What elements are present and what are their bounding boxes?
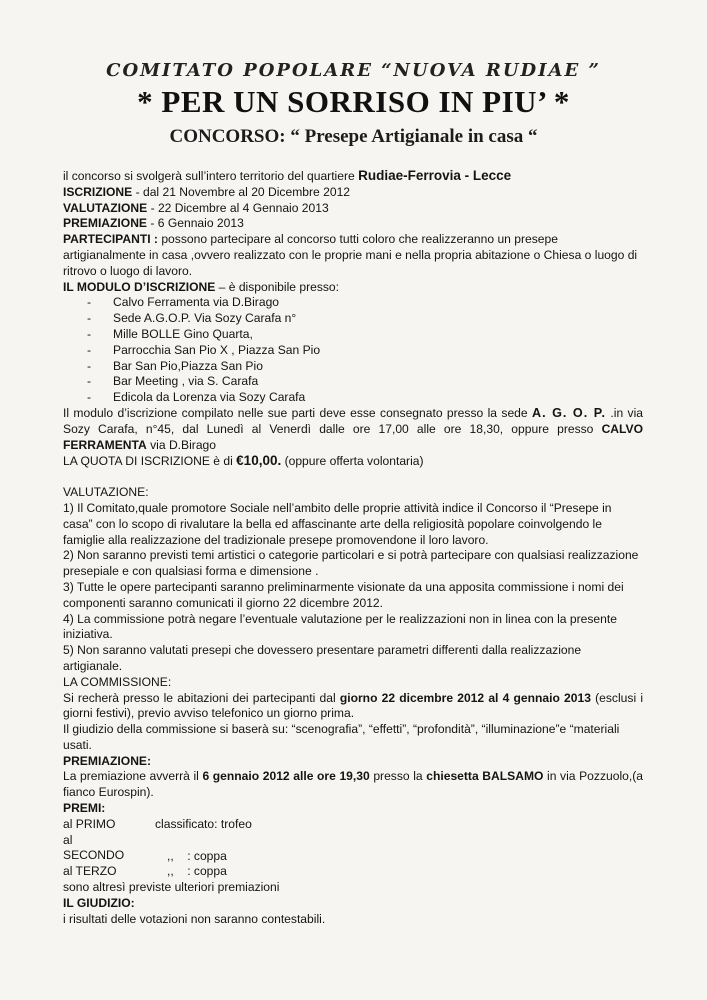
prize-position: al PRIMO xyxy=(63,816,116,831)
premiazione-text: - 6 Gennaio 2013 xyxy=(147,216,244,231)
premiazione-text-b: presso la xyxy=(369,769,427,784)
list-item: - Calvo Ferramenta via D.Birago xyxy=(87,295,280,310)
list-item xyxy=(63,833,643,865)
modulo-heading xyxy=(63,280,643,296)
partecipanti-label: PARTECIPANTI : xyxy=(63,232,158,247)
ulteriori-premiazioni: sono altresì previste ulteriori premiazioni xyxy=(63,880,280,895)
consegna-text-c: via D.Birago xyxy=(146,437,216,452)
prize-mid: ,, xyxy=(167,848,174,863)
prize-mid: classificato: xyxy=(155,816,218,831)
giudizio-text: i risultati delle votazioni non saranno contestabili. xyxy=(63,911,326,926)
commissione-dates: giorno 22 dicembre 2012 al 4 gennaio 2013 xyxy=(339,690,591,705)
location-label: Sede A.G.O.P. Via Sozy Carafa n° xyxy=(113,311,297,326)
intro-text: il concorso si svolgerà sull’intero territorio del quartiere xyxy=(63,169,359,183)
list-item: - Parrocchia San Pio X , Piazza San Pio xyxy=(87,342,321,357)
consegna-text-a: Il modulo d’iscrizione compilato nelle sue parti deve esse consegnato presso la sede xyxy=(63,405,532,420)
prize-value: trofeo xyxy=(220,816,252,831)
location-label: Bar Meeting , via S. Carafa xyxy=(113,374,259,389)
list-item: - Sede A.G.O.P. Via Sozy Carafa n° xyxy=(87,311,297,326)
prize-position: al SECONDO xyxy=(63,832,125,863)
list-item: - Bar San Pio,Piazza San Pio xyxy=(87,358,263,373)
list-item: - Mille BOLLE Gino Quarta, xyxy=(87,326,253,341)
modulo-label: IL MODULO D’ISCRIZIONE xyxy=(63,279,216,294)
valutazione-point-5: 5) Non saranno valutati presepi che dovessero presentare parametri differenti dalla realizzazione artigianale. xyxy=(63,643,582,673)
valutazione-heading: VALUTAZIONE: xyxy=(63,485,149,500)
prize-position: al TERZO xyxy=(63,864,117,879)
quota-text-b: (oppure offerta volontaria) xyxy=(281,454,424,469)
location-label: Bar San Pio,Piazza San Pio xyxy=(113,358,263,373)
premiazione-heading: PREMIAZIONE: xyxy=(63,753,152,768)
valutazione-text: - 22 Dicembre al 4 Gennaio 2013 xyxy=(147,200,329,215)
intro-line xyxy=(63,168,643,185)
giudizio-heading: IL GIUDIZIO: xyxy=(63,895,135,910)
valutazione-point-2: 2) Non saranno previsti temi artistici o categorie particolari e si potrà partecipare con qualsiasi realizzazione presepiale e con qualsiasi forma e dimensione . xyxy=(63,548,639,579)
document-body xyxy=(63,168,643,927)
quota-amount: €10,00. xyxy=(236,453,282,469)
premiazione-datetime: 6 gennaio 2012 alle ore 19,30 xyxy=(202,769,370,784)
premiazione-venue: chiesetta BALSAMO xyxy=(426,769,544,784)
partecipanti-text: possono partecipare al concorso tutti coloro che realizzeranno un presepe artigianalmente in casa ,ovvero realizzato con le proprie mani e nella propria abitazione o Chiesa o luogo di ritrovo o luogo di lavoro. xyxy=(63,232,638,278)
location-label: Mille BOLLE Gino Quarta, xyxy=(113,326,253,341)
valutazione-point-3: 3) Tutte le opere partecipanti saranno preliminarmente visionate da una apposita commissione i nomi dei componenti saranno comunicati il giorno 22 dicembre 2012. xyxy=(63,579,624,610)
agop-name: A. G. O. P. xyxy=(532,405,607,420)
location-label: Calvo Ferramenta via D.Birago xyxy=(113,295,280,310)
intro-place: Rudiae-Ferrovia - Lecce xyxy=(358,168,512,183)
valutazione-point-4: 4) La commissione potrà negare l’eventuale valutazione per le realizzazioni non in linea con la presente iniziativa. xyxy=(63,611,617,642)
location-label: Parrocchia San Pio X , Piazza San Pio xyxy=(113,342,321,357)
premiazione-label: PREMIAZIONE xyxy=(63,216,147,231)
consegna-text-b: .in via Sozy Carafa, n°45, dal Lunedì al Venerdì dalle ore 17,00 alle ore 18,30, oppure presso xyxy=(63,405,643,436)
valutazione-point-1: 1) Il Comitato,quale promotore Sociale nell’ambito delle proprie attività indice il Concorso il “Presepe in casa” con lo scopo di rivalutare la bella ed affascinante arte della religiosità popolare coinvolgendo le famiglie alla realizzazione del tradizionale presepe promovendone il loro lavoro. xyxy=(63,500,612,547)
partecipanti-paragraph xyxy=(63,232,643,279)
premiazione-date-line xyxy=(63,216,643,232)
commissione-text-b: (esclusi i giorni festivi), previo avviso telefonico un giorno prima. xyxy=(63,690,644,721)
location-label: Edicola da Lorenza via Sozy Carafa xyxy=(113,390,306,405)
modulo-text: – è disponibile presso: xyxy=(215,279,339,294)
quota-text-a: LA QUOTA DI ISCRIZIONE è di xyxy=(63,454,237,469)
list-item xyxy=(63,864,643,880)
giudizio-criteria: Il giudizio della commissione si baserà su: “scenografia”, “effetti”, “profondità”, “illuminazione”e “materiali usati. xyxy=(63,722,620,752)
valutazione-label: VALUTAZIONE xyxy=(63,200,148,215)
modulo-locations-list xyxy=(63,295,643,406)
prize-value: : coppa xyxy=(187,848,227,863)
iscrizione-text: - dal 21 Novembre al 20 Dicembre 2012 xyxy=(132,184,351,199)
valutazione-date-line xyxy=(63,201,643,217)
iscrizione-label: ISCRIZIONE xyxy=(63,184,133,199)
quota-line xyxy=(63,453,643,470)
iscrizione-line xyxy=(63,185,643,201)
spacer xyxy=(63,470,643,485)
calvo-name: CALVO FERRAMENTA xyxy=(63,421,643,452)
premiazione-paragraph xyxy=(63,769,643,801)
slogan-title: * PER UN SORRISO IN PIU’ * xyxy=(137,84,570,119)
commissione-heading: LA COMMISSIONE: xyxy=(63,674,172,689)
prize-mid: ,, xyxy=(167,864,174,879)
premiazione-text-a: La premiazione avverrà il xyxy=(63,769,203,784)
list-item: - Edicola da Lorenza via Sozy Carafa xyxy=(87,390,306,405)
commissione-text-a: Si recherà presso le abitazioni dei partecipanti dal xyxy=(63,690,340,705)
premi-heading: PREMI: xyxy=(63,801,106,816)
list-item: - Bar Meeting , via S. Carafa xyxy=(87,374,259,389)
contest-title: CONCORSO: “ Presepe Artigianale in casa “ xyxy=(169,126,538,147)
prize-value: : coppa xyxy=(187,864,227,879)
committee-title: COMITATO POPOLARE “NUOVA RUDIAE ” xyxy=(106,60,601,81)
list-item xyxy=(63,817,643,833)
commissione-paragraph xyxy=(63,691,643,723)
prizes-list xyxy=(63,817,643,880)
consegna-paragraph xyxy=(63,406,643,453)
premiazione-text-c: in via Pozzuolo,(a fianco Eurospin). xyxy=(63,769,643,800)
